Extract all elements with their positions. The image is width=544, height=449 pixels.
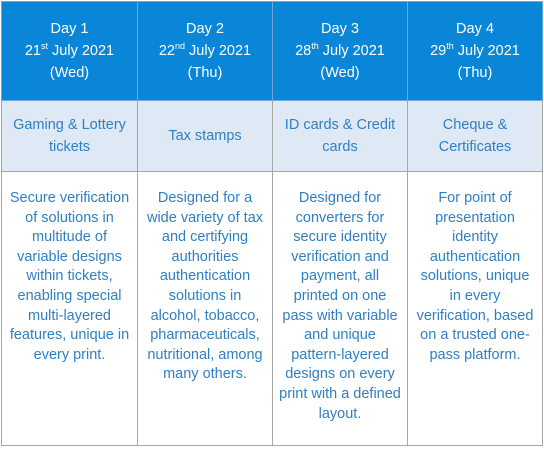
day-weekday: (Thu) bbox=[187, 65, 223, 81]
topic-cell: Gaming & Lottery tickets bbox=[2, 101, 138, 172]
day-weekday: (Wed) bbox=[320, 65, 360, 81]
day-date: 22nd July 2021 bbox=[158, 41, 252, 59]
day-header-cell bbox=[273, 2, 408, 101]
day-weekday: (Thu) bbox=[457, 65, 493, 81]
description-cell: For point of presentation identity authentication solutions, unique in every verification, based on a trusted one-pass platform. bbox=[408, 172, 543, 446]
description-cell: Designed for converters for secure identity verification and payment, all printed on one pass with variable and unique pattern-layered designs on every print with a defined layout. bbox=[273, 172, 408, 446]
day-header-row bbox=[2, 2, 543, 101]
day-header-cell bbox=[2, 2, 138, 101]
description-row bbox=[2, 172, 543, 446]
topic-cell: Cheque & Certificates bbox=[408, 101, 543, 172]
topic-cell: Tax stamps bbox=[138, 101, 273, 172]
description-cell: Secure verification of solutions in multitude of variable designs within tickets, enabling special multi-layered features, unique in every print. bbox=[2, 172, 138, 446]
day-header-cell bbox=[408, 2, 543, 101]
topic-cell: ID cards & Credit cards bbox=[273, 101, 408, 172]
day-label: Day 1 bbox=[50, 21, 89, 37]
description-cell: Designed for a wide variety of tax and certifying authorities authentication solutions in alcohol, tobacco, pharmaceuticals, nutritional, among many others. bbox=[138, 172, 273, 446]
day-label: Day 4 bbox=[456, 21, 494, 37]
day-label: Day 3 bbox=[321, 21, 359, 37]
topic-row bbox=[2, 101, 543, 172]
day-date: 21st July 2021 bbox=[24, 41, 115, 59]
event-schedule-table bbox=[1, 1, 543, 446]
day-date: 28th July 2021 bbox=[295, 41, 385, 59]
day-label: Day 2 bbox=[186, 21, 224, 37]
day-weekday: (Wed) bbox=[49, 65, 90, 81]
day-date: 29th July 2021 bbox=[430, 41, 520, 59]
day-header-cell bbox=[138, 2, 273, 101]
